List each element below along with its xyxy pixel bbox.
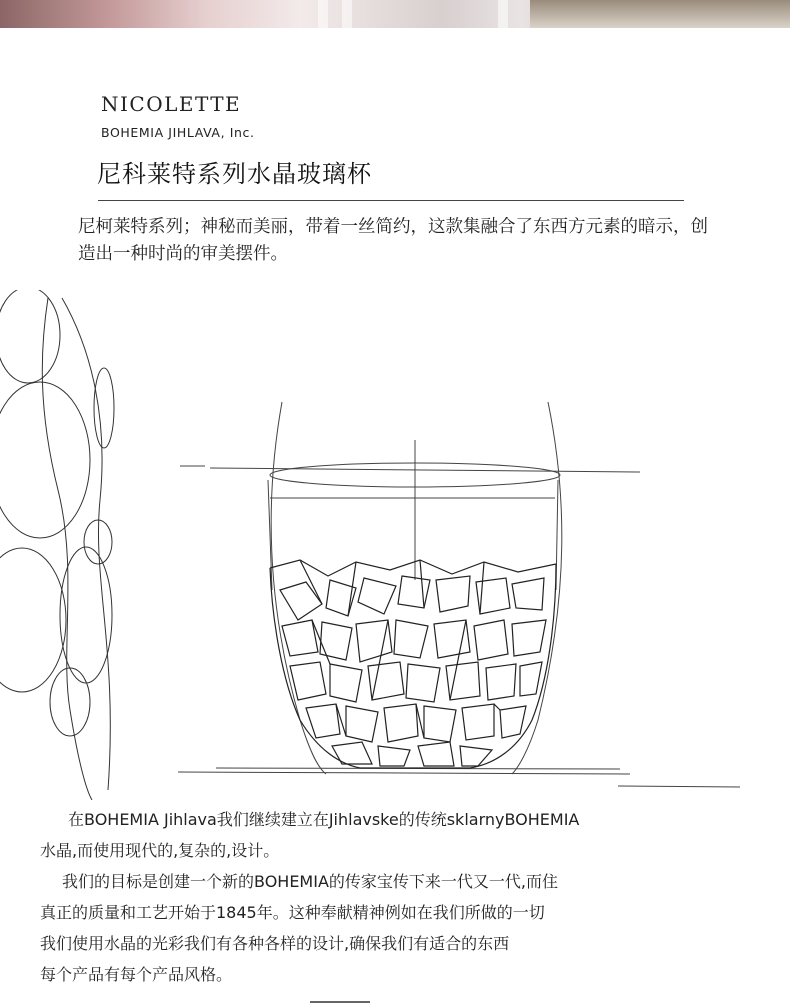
glass-sketch-illustration [0, 290, 790, 800]
body-line: 真正的质量和工艺开始于1845年。这种奉献精神例如在我们所做的一切 [40, 903, 545, 922]
series-title: 尼科莱特系列水晶玻璃杯 [97, 160, 372, 188]
brand-title: NICOLETTE [101, 92, 242, 116]
body-line: 水晶,而使用现代的,复杂的,设计。 [40, 841, 280, 860]
bottom-edge [0, 998, 790, 1008]
crystal-facet-pattern [270, 560, 556, 768]
body-line: 我们使用水晶的光彩我们有各种各样的设计,确保我们有适合的东西 [40, 934, 510, 953]
glass-outline-sketch [178, 402, 740, 787]
body-line: 在BOHEMIA Jihlava我们继续建立在Jihlavske的传统sklarnyBOHEMIA [68, 810, 580, 829]
glass-highlight [498, 0, 508, 28]
honeycomb-pattern-sketch [0, 290, 114, 800]
product-photo-strip [0, 0, 790, 28]
body-line: 每个产品有每个产品风格。 [40, 965, 233, 984]
title-divider [98, 200, 684, 201]
next-section-hint [310, 1001, 370, 1007]
body-line: 我们的目标是创建一个新的BOHEMIA的传家宝传下来一代又一代,而住 [62, 872, 558, 891]
shelf-image [530, 0, 790, 28]
glass-highlight [342, 0, 352, 28]
intro-paragraph: 尼柯莱特系列；神秘而美丽，带着一丝简约，这款集融合了东西方元素的暗示，创造出一种时尚的审美摆件。 [78, 217, 708, 264]
company-name: BOHEMIA JIHLAVA, Inc. [101, 125, 255, 140]
body-text-block [40, 804, 740, 990]
glass-highlight [318, 0, 328, 28]
